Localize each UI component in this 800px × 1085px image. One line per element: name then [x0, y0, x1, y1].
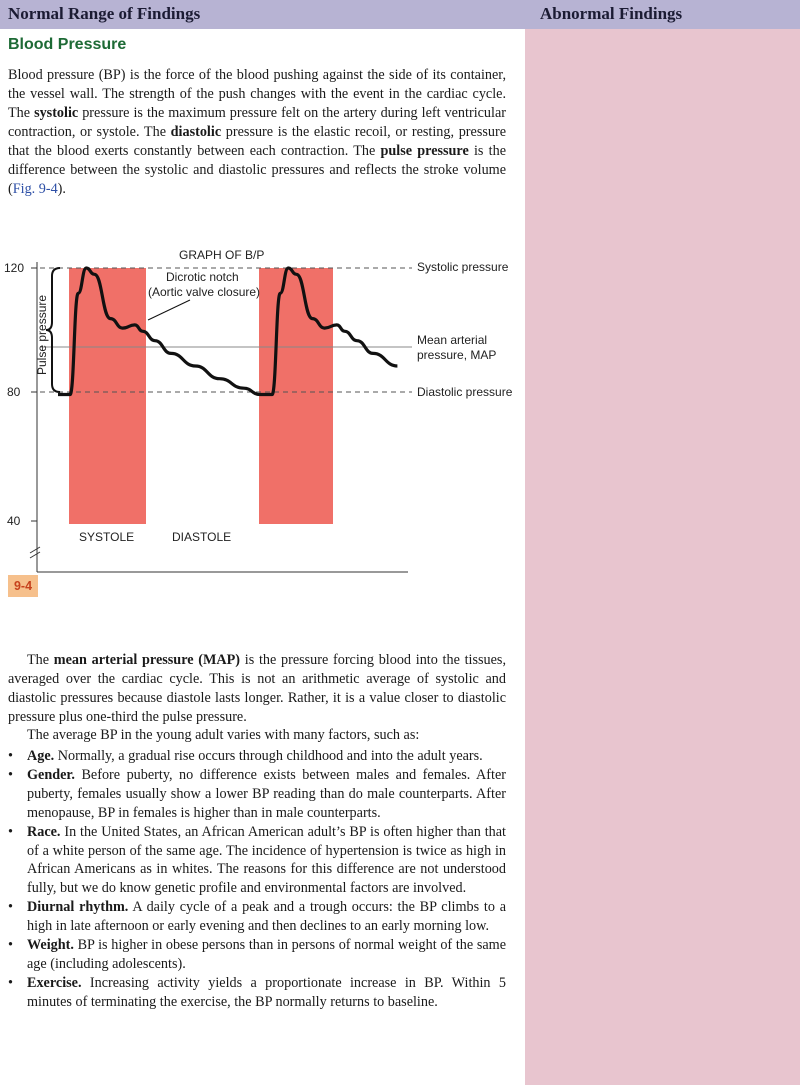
systole-band	[69, 268, 146, 524]
factor-term: Exercise.	[27, 974, 82, 991]
systole-label: SYSTOLE	[79, 530, 135, 544]
term-systolic: systolic	[34, 105, 79, 121]
figure-reference-link[interactable]: Fig. 9-4	[12, 181, 58, 197]
figure-number-badge: 9-4	[8, 575, 38, 597]
normal-findings-header: Normal Range of Findings	[8, 4, 201, 23]
term-map: mean arterial pressure (MAP)	[53, 652, 241, 668]
abnormal-findings-header: Abnormal Findings	[540, 4, 683, 23]
list-item: • Age. Normally, a gradual rise occurs through childhood and into the adult years.	[8, 748, 483, 764]
graph-title: GRAPH OF B/P	[179, 248, 265, 262]
bp-graph	[0, 240, 525, 580]
list-item: • Gender. Before puberty, no difference exists between males and females. After puberty, females usually show a lower BP reading than do male counterparts. After menopause, BP in females is higher than in male counterparts.	[8, 766, 506, 821]
diastole-label: DIASTOLE	[172, 530, 232, 544]
dicrotic-notch-pointer	[148, 300, 190, 320]
list-item: • Weight. BP is higher in obese persons than in persons of normal weight of the same age (including adolescents).	[8, 937, 506, 972]
abnormal-findings-column	[525, 29, 800, 1085]
section-heading: Blood Pressure	[8, 36, 127, 53]
axis-break-mark	[30, 552, 40, 558]
map-paragraph: The mean arterial pressure (MAP) is the pressure forcing blood into the tissues, averaged over the cardiac cycle. This is not an arithmetic average of systolic and diastolic pressures because diastole lasts longer. Rather, it is a value closer to diastolic pressure plus one-third the pulse pressure.	[8, 652, 506, 725]
y-tick-label: 120	[4, 261, 25, 275]
factor-term: Diurnal rhythm.	[27, 899, 129, 916]
factor-term: Race.	[27, 823, 61, 840]
y-tick-label: 40	[7, 514, 21, 528]
factor-term: Weight.	[27, 937, 74, 954]
table-header-bar	[0, 0, 800, 29]
axis-break-mark	[30, 547, 40, 553]
diastolic-pressure-label: Diastolic pressure	[417, 385, 513, 399]
systolic-pressure-label: Systolic pressure	[417, 260, 509, 274]
intro-paragraph: Blood pressure (BP) is the force of the blood pushing against the side of its container, the vessel wall. The strength of the push changes with the event in the cardiac cycle. The systolic pressure is the maximum pressure felt on the artery during left ventricular contraction, or systole. The diastolic pressure is the elastic recoil, or resting, pressure that the blood exerts constantly between each contraction. The pulse pressure is the difference between the systolic and diastolic pressures and reflects the stroke volume (Fig. 9-4).	[8, 67, 506, 197]
term-diastolic: diastolic	[170, 124, 222, 140]
list-item: • Diurnal rhythm. A daily cycle of a peak and a trough occurs: the BP climbs to a high in late afternoon or early evening and then declines to an early morning low.	[8, 899, 506, 935]
aortic-valve-closure-label: (Aortic valve closure)	[148, 285, 261, 299]
bp-factors-list	[8, 747, 506, 1012]
term-pulse-pressure: pulse pressure	[380, 143, 469, 159]
pulse-pressure-label: Pulse pressure	[35, 294, 49, 375]
map-label-line1: Mean arterial	[417, 333, 488, 347]
list-item: • Exercise. Increasing activity yields a proportionate increase in BP. Within 5 minutes of terminating the exercise, the BP normally returns to baseline.	[8, 974, 506, 1010]
list-item: • Race. In the United States, an African American adult’s BP is often higher than that of a white person of the same age. The incidence of hypertension is twice as high in African Americans as in whites. The reasons for this difference are not understood fully, but we do know genetic profile and environmental factors are involved.	[8, 823, 506, 897]
factor-term: Gender.	[27, 766, 75, 783]
map-label-line2: pressure, MAP	[417, 348, 497, 362]
y-tick-label: 80	[7, 385, 21, 399]
factor-term: Age.	[27, 748, 55, 764]
factors-intro: The average BP in the young adult varies with many factors, such as:	[27, 727, 420, 743]
dicrotic-notch-label: Dicrotic notch	[166, 270, 239, 284]
